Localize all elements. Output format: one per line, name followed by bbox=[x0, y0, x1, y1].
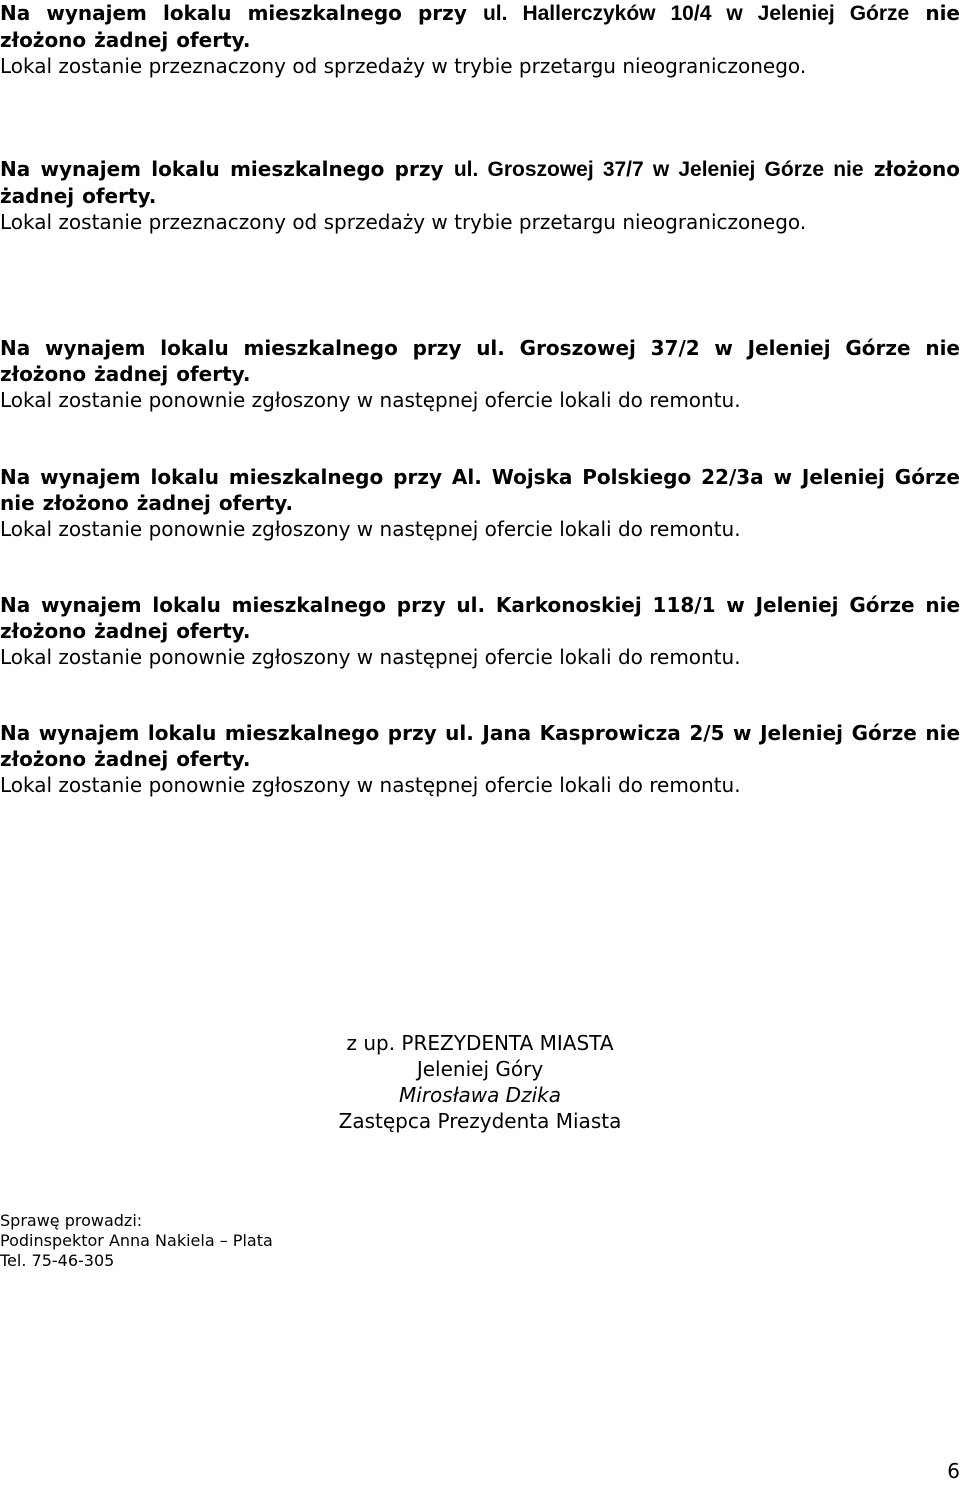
notice-lead bbox=[0, 0, 960, 53]
notice-lead-part: Groszowej 37/2 w Jeleniej Górze nie bbox=[519, 336, 960, 360]
notice-lead-part: Wojska Polskiego 22/3a w Jeleniej bbox=[491, 465, 885, 489]
notice-decision: Lokal zostanie ponownie zgłoszony w następnej ofercie lokali do remontu. bbox=[0, 517, 741, 541]
notice-lead-part: Górze nie złożono żadnej oferty. bbox=[0, 721, 960, 771]
case-handler bbox=[0, 1211, 273, 1271]
notice-decision: Lokal zostanie ponownie zgłoszony w następnej ofercie lokali do remontu. bbox=[0, 388, 741, 412]
notice-decision: Lokal zostanie ponownie zgłoszony w następnej ofercie lokali do remontu. bbox=[0, 645, 741, 669]
notice-4 bbox=[0, 464, 960, 542]
notice-decision: Lokal zostanie przeznaczony od sprzedaży w trybie przetargu nieograniczonego. bbox=[0, 210, 807, 234]
signature-city: Jeleniej Góry bbox=[416, 1057, 544, 1081]
signature-authority: z up. PREZYDENTA MIASTA bbox=[346, 1031, 614, 1055]
notice-lead bbox=[0, 156, 960, 209]
notice-lead-part: ul. Hallerczyków 10/4 w Jeleniej Górze bbox=[482, 2, 910, 25]
notice-lead-part: Karkonoskiej 118/1 w Jeleniej Górze bbox=[495, 593, 915, 617]
notice-decision: Lokal zostanie ponownie zgłoszony w następnej ofercie lokali do remontu. bbox=[0, 773, 741, 797]
notice-lead-part: Na wynajem lokalu mieszkalnego przy bbox=[0, 1, 483, 25]
notice-lead-part: Na wynajem lokalu mieszkalnego przy ul. bbox=[0, 721, 483, 745]
signature-signer: Mirosława Dzika bbox=[399, 1083, 561, 1107]
notice-2 bbox=[0, 156, 960, 235]
notice-1 bbox=[0, 0, 960, 79]
signature-role: Zastępca Prezydenta Miasta bbox=[338, 1109, 622, 1133]
notice-5 bbox=[0, 592, 960, 670]
notice-6 bbox=[0, 720, 960, 798]
notice-lead bbox=[0, 720, 960, 772]
case-handler-person: Podinspektor Anna Nakiela – Plata bbox=[0, 1231, 273, 1250]
signature-block bbox=[0, 1030, 960, 1134]
page-number: 6 bbox=[947, 1459, 960, 1483]
notice-lead-part: Jana Kasprowicza 2/5 w Jeleniej bbox=[482, 721, 844, 745]
notice-lead-part: Na wynajem lokalu mieszkalnego przy ul. bbox=[0, 336, 520, 360]
notice-lead-part: Górze nie złożono żadnej oferty. bbox=[0, 465, 960, 515]
notice-lead bbox=[0, 592, 960, 644]
notice-lead-part: Na wynajem lokalu mieszkalnego przy ul. bbox=[0, 593, 496, 617]
notice-lead-part: Na wynajem lokalu mieszkalnego przy bbox=[0, 157, 454, 181]
case-handler-phone: Tel. 75-46-305 bbox=[0, 1251, 115, 1270]
notice-lead-part: nie złożono żadnej oferty. bbox=[0, 1, 960, 52]
notice-lead bbox=[0, 464, 960, 516]
notice-lead-part: nie złożono żadnej oferty. bbox=[0, 593, 960, 643]
notice-3 bbox=[0, 335, 960, 413]
notice-lead-part: złożono żadnej oferty. bbox=[0, 362, 251, 386]
notice-lead bbox=[0, 335, 960, 387]
notice-lead-part: Na wynajem lokalu mieszkalnego przy Al. bbox=[0, 465, 492, 489]
notice-decision: Lokal zostanie przeznaczony od sprzedaży w trybie przetargu nieograniczonego. bbox=[0, 54, 807, 78]
notice-lead-part: złożono żadnej oferty. bbox=[0, 157, 960, 208]
case-handler-label: Sprawę prowadzi: bbox=[0, 1211, 143, 1230]
notice-lead-part: ul. Groszowej 37/7 w Jeleniej Górze nie bbox=[453, 158, 864, 181]
